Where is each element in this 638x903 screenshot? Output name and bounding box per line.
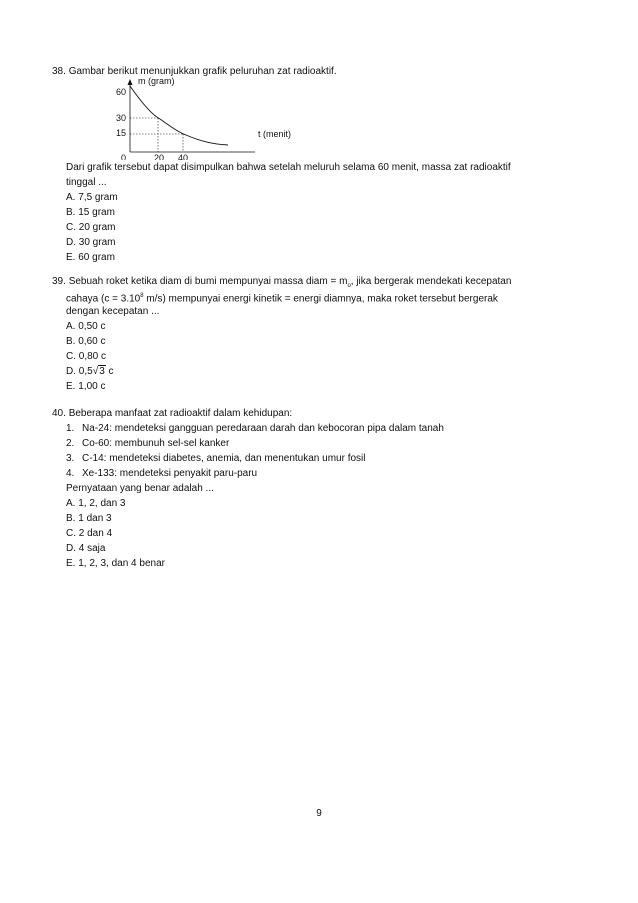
sqrt-radicand: 3 (99, 366, 105, 377)
question-text: Gambar berikut menunjukkan grafik peluruhan zat radioaktif. (68, 66, 337, 77)
y-tick-60: 60 (116, 87, 127, 97)
option-b: B. 1 dan 3 (66, 513, 112, 524)
option-d (52, 364, 511, 379)
x-tick-20: 20 (154, 153, 165, 160)
question-text: m/s) mempunyai energi kinetik = energi diamnya, maka roket tersebut bergerak (143, 293, 498, 305)
page-number: 9 (316, 808, 322, 819)
list-item: 2. Co-60: membunuh sel-sel kanker (66, 438, 230, 449)
option-c: C. 2 dan 4 (66, 528, 113, 539)
option-d: D. 30 gram (66, 237, 116, 248)
y-tick-15: 15 (116, 128, 127, 138)
question-text: dengan kecepatan ... (66, 306, 160, 317)
option-c: C. 20 gram (66, 222, 116, 233)
decay-curve (130, 86, 228, 145)
y-axis-arrow (128, 79, 133, 85)
option-e: E. 1,00 c (66, 381, 106, 392)
option-d: D. 4 saja (66, 543, 106, 554)
option-b: B. 15 gram (66, 207, 115, 218)
x-axis-label: t (menit) (258, 129, 292, 139)
question-text: Sebuah roket ketika diam di bumi mempunyai massa diam = m (68, 276, 348, 287)
question-text: Beberapa manfaat zat radioaktif dalam kehidupan: (68, 408, 293, 419)
x-tick-0: 0 (121, 153, 127, 160)
subscript: o (347, 283, 351, 289)
list-item: 3. C-14: mendeteksi diabetes, anemia, dan menentukan umur fosil (66, 453, 366, 464)
question-number: 40. (52, 408, 66, 419)
statement: Pernyataan yang benar adalah ... (66, 483, 214, 494)
option-e: E. 1, 2, 3, dan 4 benar (66, 558, 165, 569)
list-item: 1. Na-24: mendeteksi gangguan peredaraan darah dan kebocoran pipa dalam tanah (66, 423, 444, 434)
question-text: tinggal ... (66, 177, 107, 188)
sqrt-symbol: √3 (92, 366, 105, 377)
superscript: 8 (140, 293, 144, 299)
question-text: cahaya (c = 3.10 (66, 293, 141, 305)
option-e: E. 60 gram (66, 252, 115, 263)
question-number: 38. (52, 66, 66, 77)
option-a: A. 1, 2, dan 3 (66, 498, 126, 509)
decay-graph (100, 76, 320, 160)
list-item: 4. Xe-133: mendeteksi penyakit paru-paru (66, 468, 258, 479)
question-text: , jika bergerak mendekati kecepatan (350, 276, 512, 287)
option-d-prefix: D. 0,5 (66, 366, 93, 377)
option-a: A. 0,50 c (66, 321, 106, 332)
question-text: Dari grafik tersebut dapat disimpulkan bahwa setelah meluruh selama 60 menit, massa zat radioaktif (66, 162, 511, 173)
question-39 (52, 274, 511, 394)
option-d-suffix: c (108, 366, 114, 377)
y-axis-label: m (gram) (138, 76, 175, 86)
question-number: 39. (52, 276, 66, 287)
question-40 (52, 406, 444, 571)
x-tick-40: 40 (178, 153, 189, 160)
option-c: C. 0,80 c (66, 351, 107, 362)
question-38-body (52, 160, 511, 265)
option-b: B. 0,60 c (66, 336, 106, 347)
option-a: A. 7,5 gram (66, 192, 118, 203)
y-tick-30: 30 (116, 113, 127, 123)
